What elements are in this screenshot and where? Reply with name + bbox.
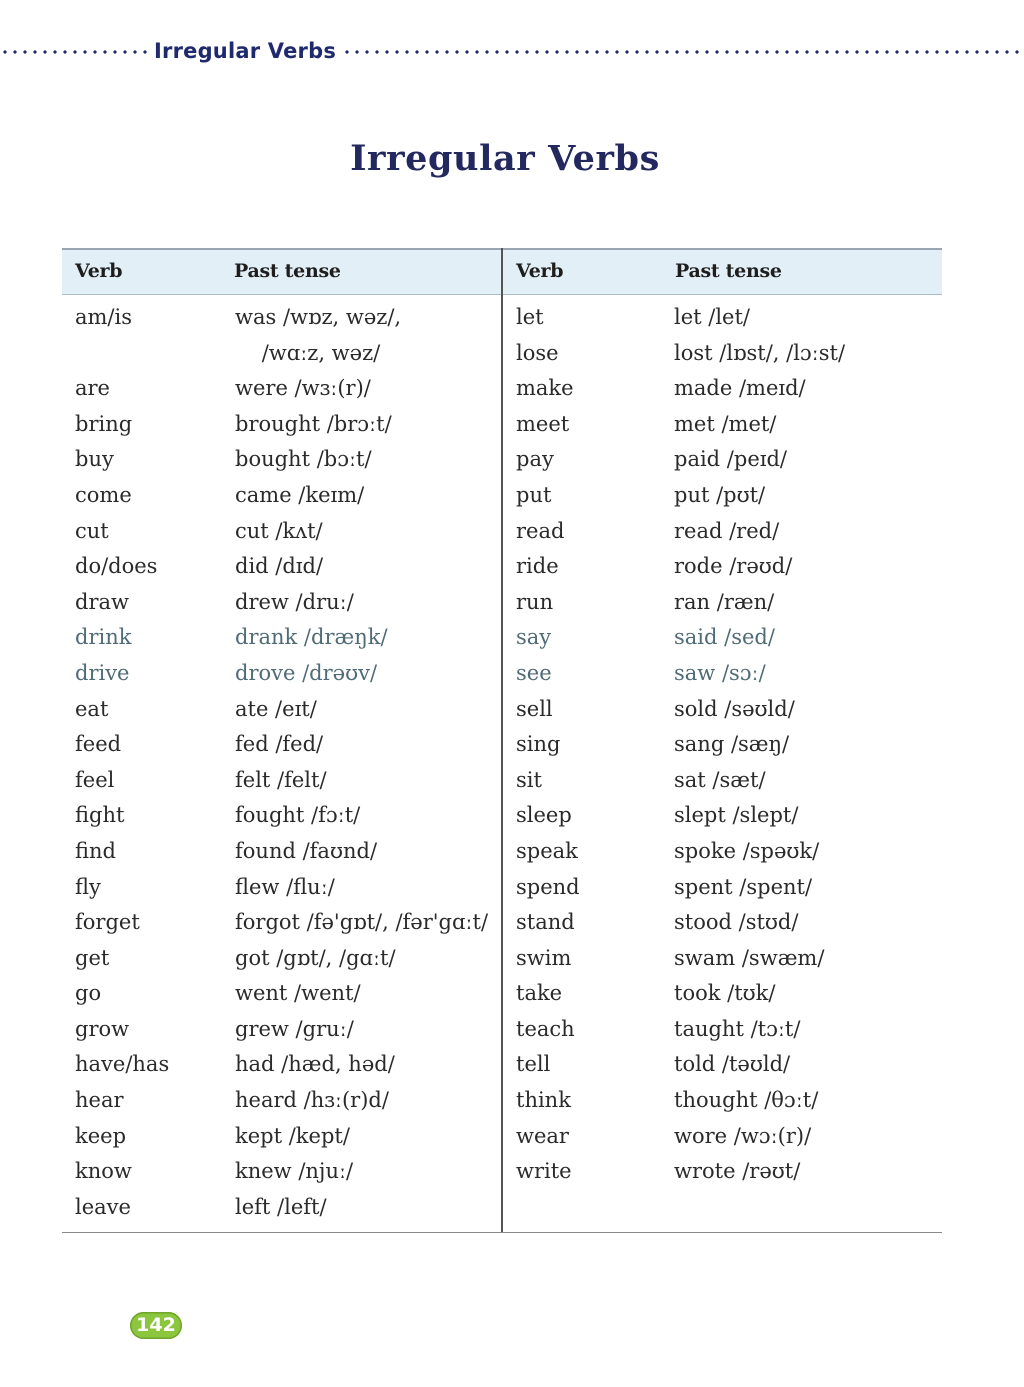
verb-cell: leave bbox=[75, 1194, 131, 1219]
past-tense-cell: fed /fed/ bbox=[235, 732, 324, 757]
verb-cell: meet bbox=[516, 411, 570, 436]
verb-cell: draw bbox=[75, 589, 129, 614]
past-tense-cell: taught /tɔːt/ bbox=[674, 1016, 801, 1041]
header-past-tense-left: Past tense bbox=[234, 260, 341, 282]
past-tense-cell: said /sed/ bbox=[674, 625, 775, 650]
past-tense-cell: wore /wɔː(r)/ bbox=[674, 1123, 812, 1148]
past-tense-cell: kept /kept/ bbox=[235, 1123, 350, 1148]
past-tense-cell: was /wɒz, wəz/, bbox=[235, 305, 402, 329]
verb-cell: go bbox=[75, 981, 102, 1006]
past-tense-cell: let /let/ bbox=[674, 305, 750, 329]
irregular-verbs-table bbox=[62, 248, 942, 1233]
verb-cell: speak bbox=[516, 838, 578, 863]
past-tense-cell: got /gɒt/, /gɑːt/ bbox=[235, 945, 396, 970]
page-number-badge: 142 bbox=[130, 1312, 182, 1339]
past-tense-cell: sold /səʊld/ bbox=[674, 696, 795, 721]
running-head-title: Irregular Verbs bbox=[154, 39, 337, 63]
past-tense-cell: drove /drəʊv/ bbox=[235, 660, 378, 685]
past-tense-cell: rode /rəʊd/ bbox=[674, 554, 793, 579]
verb-cell: tell bbox=[516, 1052, 551, 1077]
verb-cell: spend bbox=[516, 874, 580, 899]
past-tense-cell: slept /slept/ bbox=[674, 803, 799, 828]
verb-cell: drink bbox=[75, 625, 132, 650]
past-tense-cell: heard /hɜː(r)d/ bbox=[235, 1088, 389, 1113]
verb-cell: read bbox=[516, 518, 565, 543]
header-past-tense-right: Past tense bbox=[675, 260, 782, 282]
verb-cell: think bbox=[516, 1088, 571, 1113]
past-tense-cell: forgot /fə'gɒt/, /fər'gɑːt/ bbox=[235, 910, 489, 935]
past-tense-cell: took /tʊk/ bbox=[674, 981, 776, 1006]
verb-cell: feed bbox=[75, 732, 122, 757]
past-tense-cell: lost /lɒst/, /lɔːst/ bbox=[674, 340, 846, 365]
verb-cell: pay bbox=[516, 447, 554, 472]
past-tense-cell: ran /ræn/ bbox=[674, 589, 775, 614]
past-tense-cell: felt /felt/ bbox=[235, 767, 327, 792]
past-tense-cell: drank /dræŋk/ bbox=[235, 625, 388, 650]
verb-cell: teach bbox=[516, 1016, 575, 1041]
verb-cell: take bbox=[516, 981, 563, 1006]
past-tense-cell: wrote /rəʊt/ bbox=[674, 1159, 801, 1184]
past-tense-cell: /wɑːz, wəz/ bbox=[235, 340, 381, 365]
past-tense-cell: spoke /spəʊk/ bbox=[674, 838, 820, 863]
verb-cell: swim bbox=[516, 945, 572, 970]
verb-cell: hear bbox=[75, 1088, 124, 1113]
past-tense-cell: were /wɜː(r)/ bbox=[235, 376, 371, 401]
verb-cell: sing bbox=[516, 732, 561, 757]
past-tense-cell: paid /peɪd/ bbox=[674, 447, 787, 472]
past-tense-cell: made /meɪd/ bbox=[674, 376, 806, 401]
verb-cell: make bbox=[516, 376, 574, 401]
past-tense-cell: found /faʊnd/ bbox=[235, 838, 378, 863]
verb-cell: grow bbox=[75, 1016, 130, 1041]
verb-cell: put bbox=[516, 482, 552, 507]
verb-cell: know bbox=[75, 1159, 132, 1184]
verb-cell: see bbox=[516, 660, 552, 685]
verb-cell: keep bbox=[75, 1123, 127, 1148]
verb-cell: am/is bbox=[75, 305, 133, 329]
past-tense-cell: came /keɪm/ bbox=[235, 482, 365, 507]
past-tense-cell: cut /kʌt/ bbox=[235, 518, 323, 543]
dotted-rule-right bbox=[342, 50, 1024, 54]
verb-cell: do/does bbox=[75, 554, 158, 579]
verb-cell: ride bbox=[516, 554, 559, 579]
verb-cell: find bbox=[75, 838, 116, 863]
verb-cell: say bbox=[516, 625, 552, 650]
verb-cell: buy bbox=[75, 447, 114, 472]
header-verb-right: Verb bbox=[516, 260, 564, 282]
past-tense-cell: ate /eɪt/ bbox=[235, 696, 317, 721]
past-tense-cell: stood /stʊd/ bbox=[674, 910, 799, 935]
verb-cell: get bbox=[75, 945, 110, 970]
verb-cell: sleep bbox=[516, 803, 572, 828]
past-tense-cell: read /red/ bbox=[674, 518, 780, 543]
verb-cell: run bbox=[516, 589, 554, 614]
past-tense-cell: did /dɪd/ bbox=[235, 554, 324, 579]
past-tense-cell: went /went/ bbox=[235, 981, 361, 1006]
verb-cell: forget bbox=[75, 910, 140, 935]
past-tense-cell: brought /brɔːt/ bbox=[235, 411, 392, 436]
verb-cell: cut bbox=[75, 518, 109, 543]
verb-cell: sell bbox=[516, 696, 553, 721]
past-tense-cell: grew /gruː/ bbox=[235, 1016, 354, 1041]
column-divider bbox=[501, 248, 503, 1232]
past-tense-cell: drew /druː/ bbox=[235, 589, 354, 614]
verb-cell: drive bbox=[75, 660, 130, 685]
past-tense-cell: spent /spent/ bbox=[674, 874, 813, 899]
past-tense-cell: thought /θɔːt/ bbox=[674, 1088, 819, 1113]
verb-cell: have/has bbox=[75, 1052, 170, 1077]
verb-cell: write bbox=[516, 1159, 572, 1184]
running-head bbox=[0, 36, 1024, 66]
past-tense-cell: told /təʊld/ bbox=[674, 1052, 791, 1077]
verb-cell: wear bbox=[516, 1123, 569, 1148]
past-tense-cell: swam /swæm/ bbox=[674, 945, 825, 970]
past-tense-cell: met /met/ bbox=[674, 411, 777, 436]
verb-cell: eat bbox=[75, 696, 109, 721]
past-tense-cell: bought /bɔːt/ bbox=[235, 447, 372, 472]
past-tense-cell: sang /sæŋ/ bbox=[674, 732, 790, 757]
past-tense-cell: fought /fɔːt/ bbox=[235, 803, 361, 828]
verb-cell: fly bbox=[75, 874, 101, 899]
past-tense-cell: knew /njuː/ bbox=[235, 1159, 354, 1184]
dotted-rule-left bbox=[0, 50, 150, 54]
verb-cell: lose bbox=[516, 340, 559, 365]
verb-cell: fight bbox=[75, 803, 125, 828]
verb-cell: bring bbox=[75, 411, 133, 436]
verb-cell: stand bbox=[516, 910, 575, 935]
past-tense-cell: flew /fluː/ bbox=[235, 874, 335, 899]
past-tense-cell: had /hæd, həd/ bbox=[235, 1052, 395, 1077]
page-title: Irregular Verbs bbox=[350, 138, 660, 179]
past-tense-cell: saw /sɔː/ bbox=[674, 660, 766, 685]
verb-cell: sit bbox=[516, 767, 542, 792]
verb-cell: come bbox=[75, 482, 132, 507]
verb-cell: let bbox=[516, 305, 544, 329]
verb-cell: are bbox=[75, 376, 110, 401]
verb-cell: feel bbox=[75, 767, 115, 792]
past-tense-cell: left /left/ bbox=[235, 1194, 327, 1219]
past-tense-cell: put /pʊt/ bbox=[674, 482, 766, 507]
header-verb-left: Verb bbox=[75, 260, 123, 282]
past-tense-cell: sat /sæt/ bbox=[674, 767, 766, 792]
